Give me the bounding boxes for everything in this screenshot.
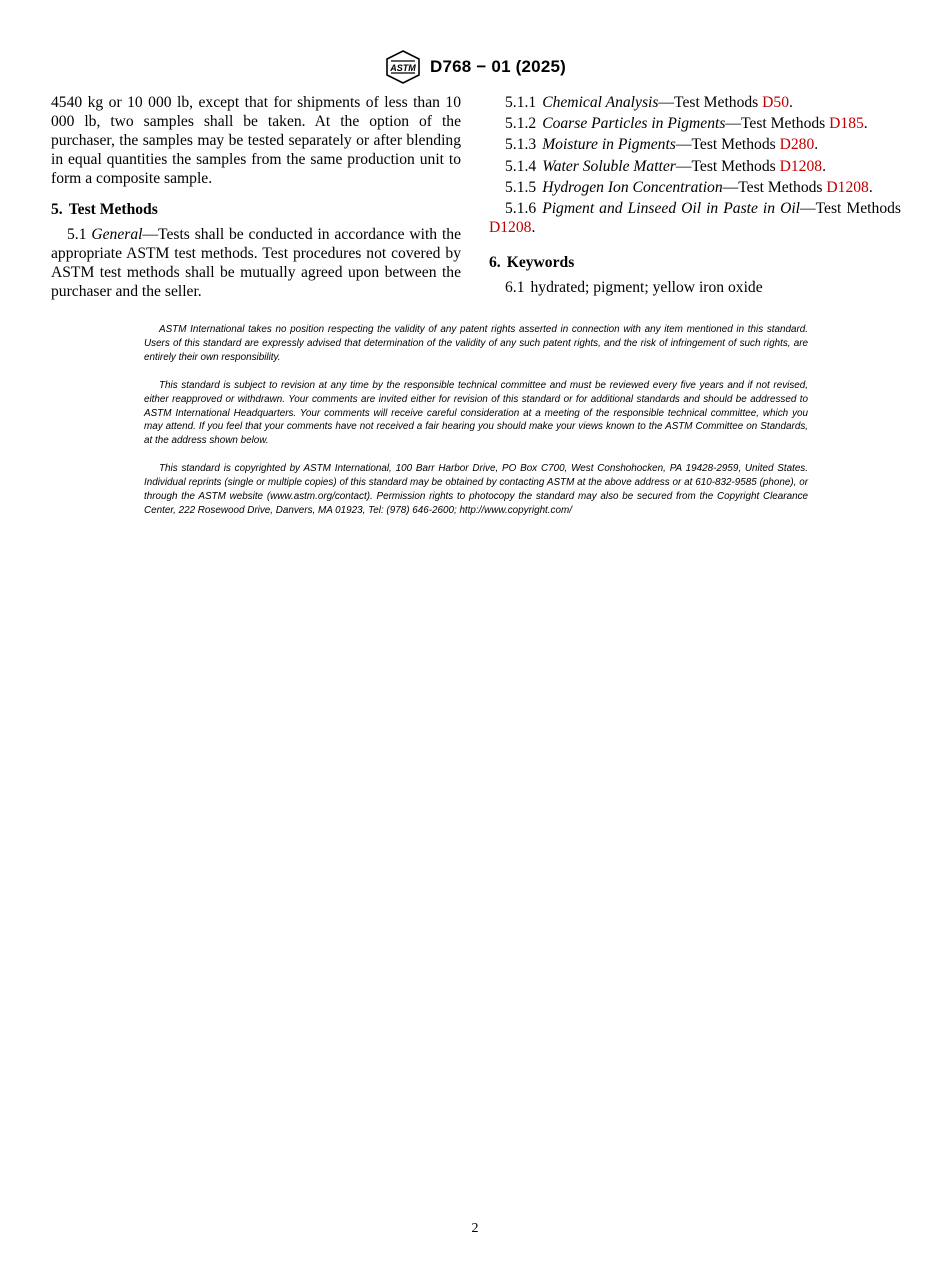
item-title: Chemical Analysis — [542, 94, 659, 111]
item-text: —Test Methods — [675, 136, 780, 154]
item-number: 5.1.2 — [505, 115, 537, 133]
section-6-title: Keywords — [506, 253, 575, 271]
section-5-title: Test Methods — [68, 201, 158, 218]
legal-notices — [144, 323, 808, 532]
item-title: Coarse Particles in Pigments — [542, 115, 726, 133]
reference-link[interactable]: D1208 — [826, 178, 869, 196]
revision-notice: This standard is subject to revision at any time by the responsible technical committee and must be reviewed every five years and if not revised, either reapproved or withdrawn. Your comments are invited either for revision of this standard or for additional standards and should be addressed to ASTM International Headquarters. Your comments will receive careful consideration at a meeting of the responsible technical committee, which you may attend. If you feel that your comments have not received a fair hearing you should make your views known to the ASTM Committee on Standards, at the address shown below. — [144, 379, 808, 447]
right-column — [489, 93, 901, 297]
reference-link[interactable]: D1208 — [779, 157, 823, 175]
item-end: . — [814, 136, 819, 154]
item-title: Moisture in Pigments — [542, 136, 676, 154]
item-end: . — [863, 115, 868, 133]
item-end: . — [789, 94, 793, 111]
page-header — [0, 50, 950, 84]
standard-designation: D768 − 01 (2025) — [430, 57, 566, 76]
item-text: —Test Methods — [658, 94, 763, 111]
paragraph-5-1-text: —Tests shall be conducted in accordance with the appropriate ASTM test methods. Test procedures not covered by ASTM test methods shall be mutually agreed upon between the purchaser and the seller. — [51, 226, 461, 300]
item-number: 5.1.6 — [505, 199, 537, 217]
paragraph-6-1 — [489, 278, 901, 297]
item-number: 5.1.4 — [505, 157, 537, 175]
paragraph-5-1-number: 5.1 — [67, 226, 87, 243]
list-item — [489, 114, 901, 133]
left-column — [51, 93, 461, 301]
paragraph-6-1-text: hydrated; pigment; yellow iron oxide — [530, 278, 763, 296]
list-item — [489, 135, 901, 154]
item-title: Pigment and Linseed Oil in Paste in Oil — [542, 199, 801, 217]
reference-link[interactable]: D50 — [762, 94, 790, 111]
section-5-number: 5. — [51, 201, 63, 218]
item-end: . — [531, 218, 536, 236]
section-6-number: 6. — [489, 253, 501, 271]
item-title: Water Soluble Matter — [542, 157, 676, 175]
section-6-heading — [489, 253, 901, 272]
item-number: 5.1.1 — [505, 94, 537, 111]
item-text: —Test Methods — [725, 115, 830, 133]
reference-link[interactable]: D185 — [829, 115, 864, 133]
copyright-notice: This standard is copyrighted by ASTM International, 100 Barr Harbor Drive, PO Box C700, West Conshohocken, PA 19428-2959, United States. Individual reprints (single or multiple copies) of this standard may be obtained by contacting ASTM at the above address or at 610-832-9585 (phone), or through the ASTM website (www.astm.org/contact). Permission rights to photocopy the standard may also be secured from the Copyright Clearance Center, 222 Rosewood Drive, Danvers, MA 01923, Tel: (978) 646-2600; http://www.copyright.com/ — [144, 463, 808, 516]
patent-notice: ASTM International takes no position respecting the validity of any patent rights asserted in connection with any item mentioned in this standard. Users of this standard are expressly advised that determination of the validity of any such patent rights, and the risk of infringement of such rights, are entirely their own responsibility. — [144, 324, 808, 363]
paragraph-5-1-title: General — [91, 226, 143, 243]
item-end: . — [822, 157, 826, 175]
item-number: 5.1.3 — [505, 136, 537, 154]
item-text: —Test Methods — [722, 178, 827, 196]
continued-paragraph: 4540 kg or 10 000 lb, except that for shipments of less than 10 000 lb, two samples shall be taken. At the option of the purchaser, the samples may be tested separately or after blending in equal quantities the samples from the same production unit to form a composite sample. — [51, 94, 461, 187]
list-item — [489, 157, 901, 176]
list-item — [489, 199, 901, 237]
paragraph-6-1-number: 6.1 — [505, 278, 525, 296]
item-text: —Test Methods — [675, 157, 780, 175]
reference-link[interactable]: D1208 — [489, 218, 532, 236]
reference-link[interactable]: D280 — [779, 136, 815, 154]
list-item — [489, 178, 901, 197]
page-number: 2 — [471, 1221, 479, 1236]
astm-logo — [384, 50, 422, 84]
item-end: . — [868, 178, 873, 196]
paragraph-5-1 — [51, 225, 461, 301]
section-5-heading — [51, 200, 461, 219]
list-item — [489, 93, 901, 112]
item-text: —Test Methods — [800, 199, 901, 217]
item-title: Hydrogen Ion Concentration — [542, 178, 723, 196]
astm-logo-text: ASTM — [390, 63, 416, 73]
item-number: 5.1.5 — [505, 178, 537, 196]
